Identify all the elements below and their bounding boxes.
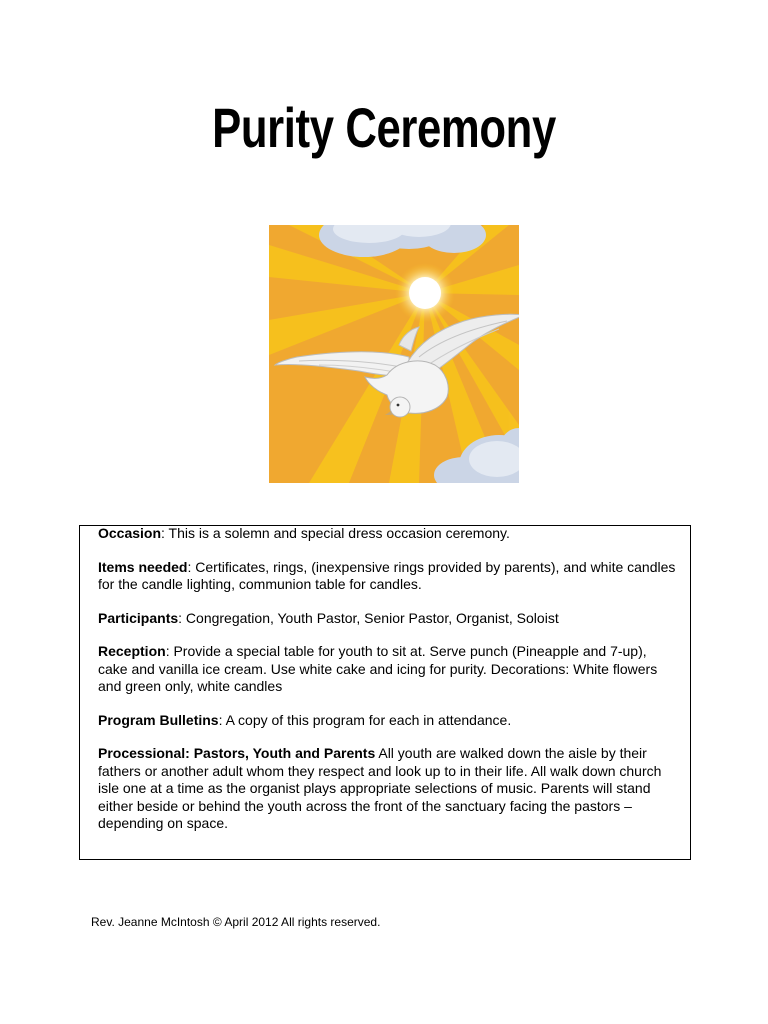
page-title: Purity Ceremony <box>212 96 556 159</box>
section-items-needed <box>98 559 678 594</box>
copyright-footer: Rev. Jeanne McIntosh © April 2012 All rights reserved. <box>91 915 381 929</box>
section-label: Processional: Pastors, Youth and Parents <box>98 745 376 761</box>
section-label: Reception <box>98 643 166 659</box>
section-label: Items needed <box>98 558 188 575</box>
section-label: Occasion <box>98 525 162 541</box>
dove-sun-icon <box>269 225 519 483</box>
dove-sun-illustration <box>269 225 519 483</box>
section-text: : A copy of this program for each in attendance. <box>218 711 512 728</box>
section-text: : Certificates, rings, (inexpensive rings provided by parents), and white candles for the candle lighting, communion table for candles. <box>98 558 676 592</box>
section-program-bulletins <box>98 712 678 730</box>
section-text: : This is a solemn and special dress occasion ceremony. <box>161 525 510 541</box>
section-reception <box>98 643 678 696</box>
section-text: : Provide a special table for youth to sit at. Serve punch (Pineapple and 7-up), cake and vanilla ice cream. Use white cake and icing for purity. Decorations: White flowers and green only, white candles <box>98 643 658 694</box>
section-occasion <box>98 525 678 543</box>
ceremony-details-box <box>79 525 691 860</box>
section-text: All youth are walked down the aisle by their fathers or another adult whom they respect and look up to in their life. All walk down church isle one at a time as the organist plays appropriate selections of music. Parents will stand either beside or behind the youth across the front of the sanctuary facing the pastors – depending on space. <box>98 745 662 831</box>
section-processional <box>98 745 678 833</box>
section-label: Participants <box>98 609 179 626</box>
section-participants <box>98 610 678 628</box>
section-text: : Congregation, Youth Pastor, Senior Pastor, Organist, Soloist <box>178 609 559 626</box>
section-label: Program Bulletins <box>98 711 219 728</box>
